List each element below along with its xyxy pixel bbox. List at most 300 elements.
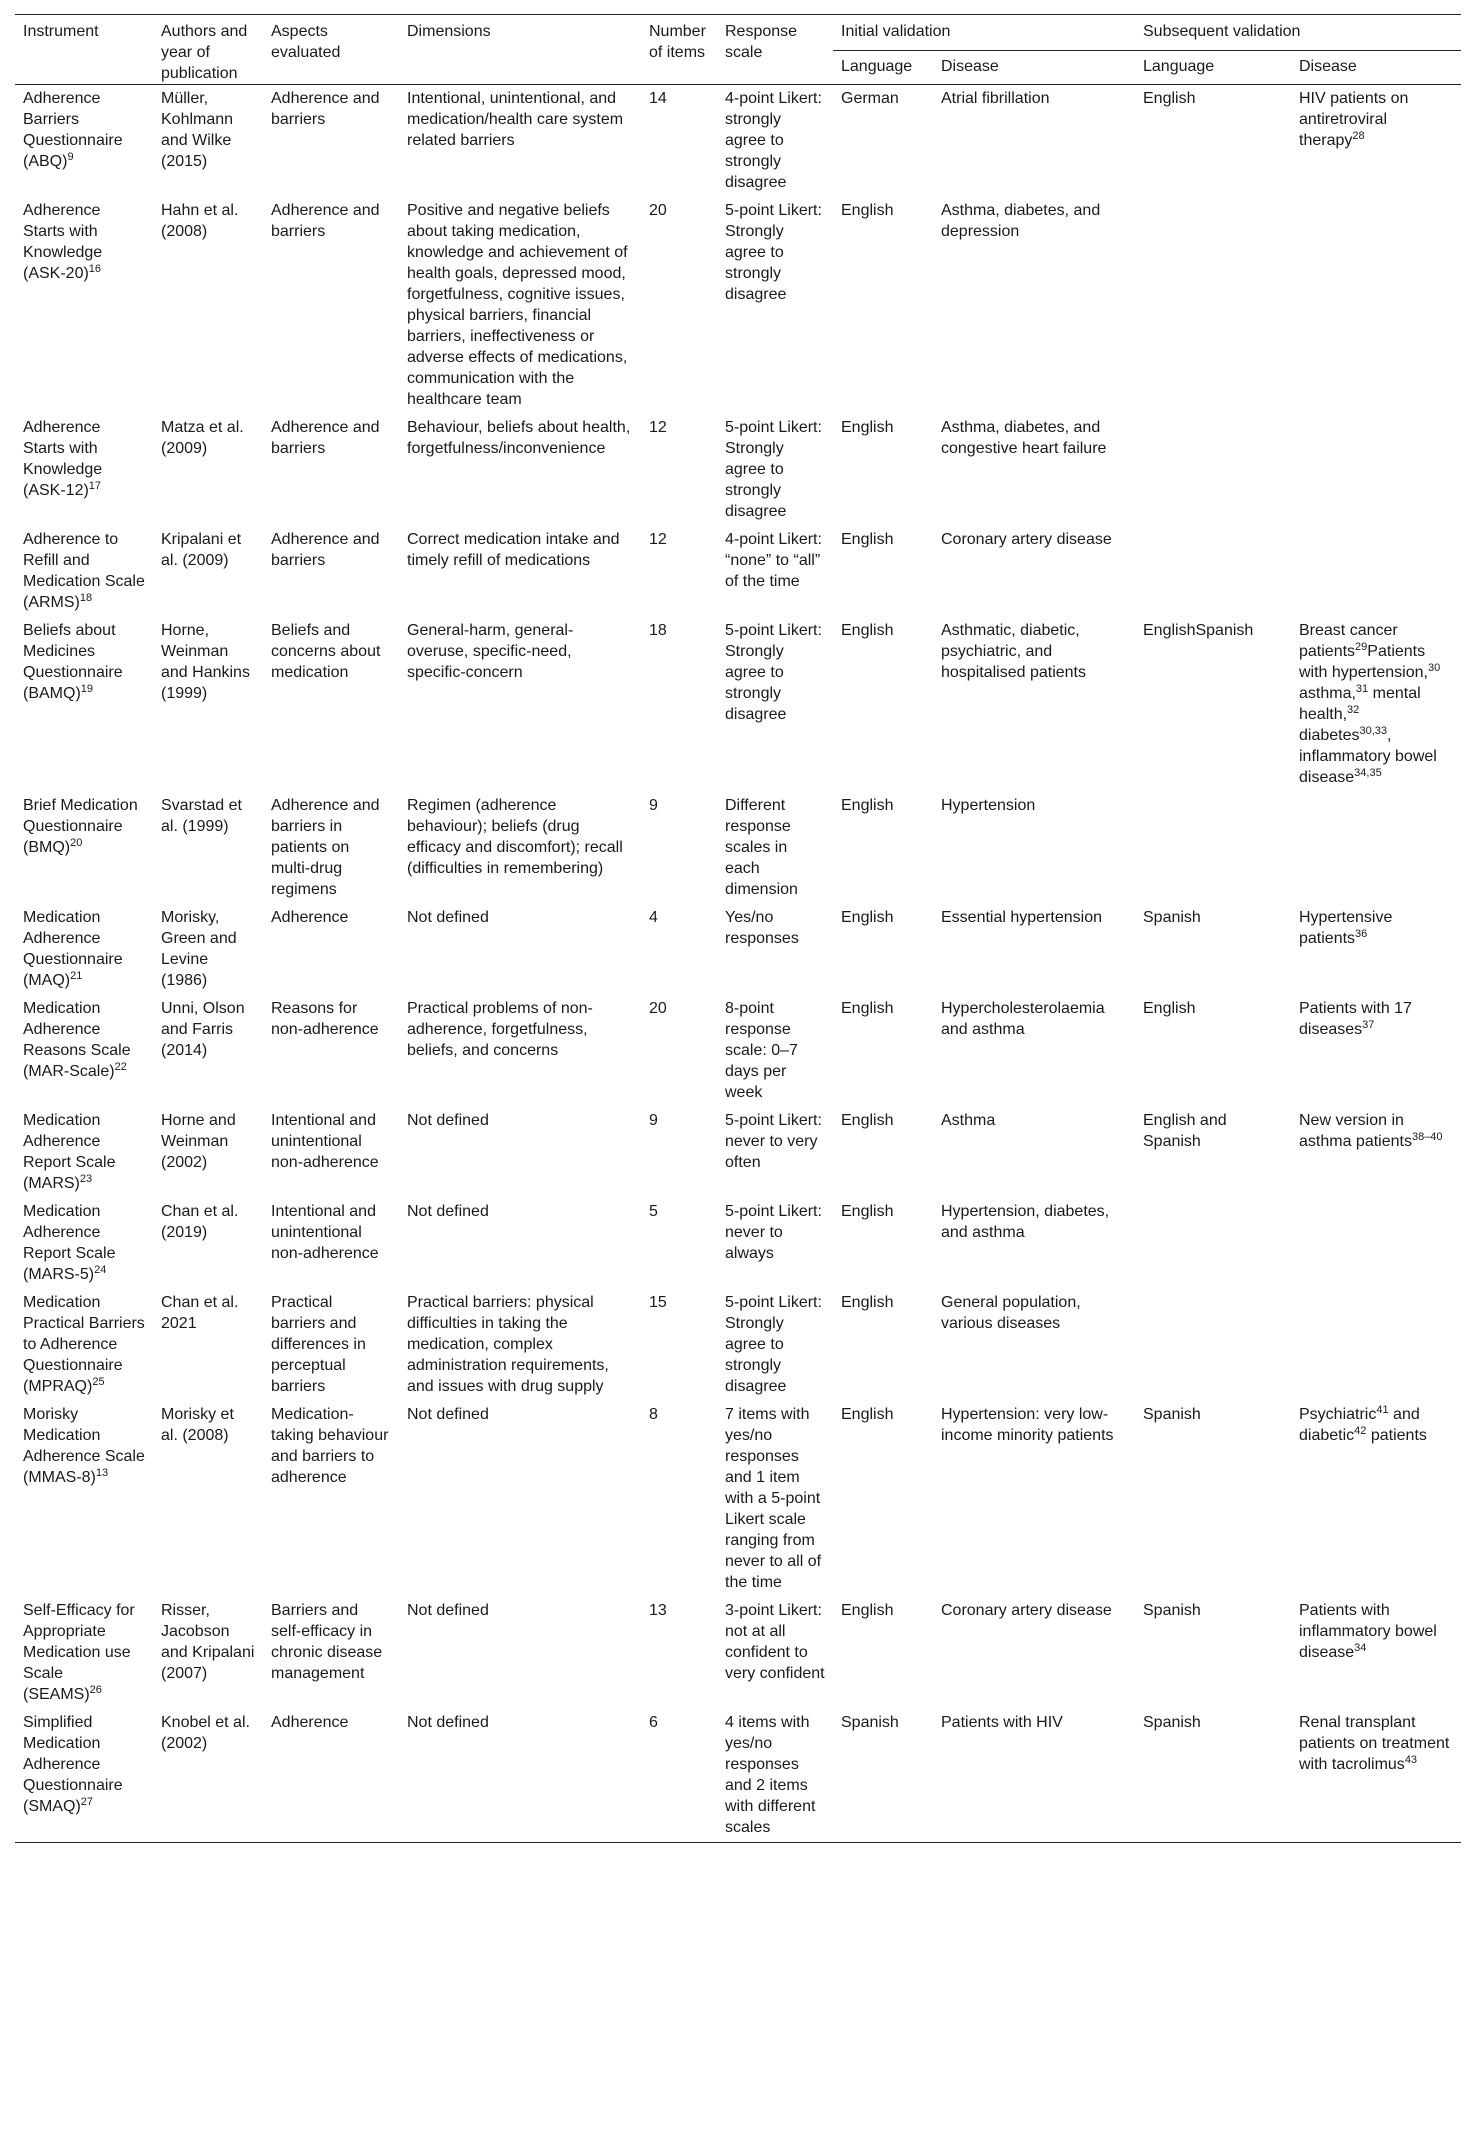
reference-superscript: 38–40	[1411, 1131, 1443, 1143]
cell-aspects-text: Intentional and unintentional non-adherence	[271, 1112, 379, 1171]
cell-authors	[153, 1289, 263, 1401]
cell-subsequent-language-text: Spanish	[1143, 1406, 1201, 1423]
cell-subsequent-language	[1135, 85, 1291, 198]
cell-subsequent-disease	[1291, 1289, 1461, 1401]
cell-items	[641, 1289, 717, 1401]
cell-instrument-text: Beliefs about Medicines Questionnaire (BAMQ)	[23, 622, 123, 702]
cell-subsequent-language	[1135, 414, 1291, 526]
cell-instrument	[15, 617, 153, 792]
reference-superscript: 26	[89, 1684, 102, 1696]
cell-aspects	[263, 792, 399, 904]
cell-instrument-text: Medication Adherence Questionnaire (MAQ)	[23, 909, 123, 989]
cell-initial-language-text: English	[841, 1602, 894, 1619]
cell-items	[641, 1597, 717, 1709]
cell-items-text: 13	[649, 1602, 667, 1619]
disease-text: Psychiatric	[1299, 1406, 1377, 1423]
cell-dimensions-text: Not defined	[407, 909, 489, 926]
cell-response-text: 4-point Likert: “none” to “all” of the time	[725, 531, 822, 590]
cell-authors-text: Morisky, Green and Levine (1986)	[161, 909, 237, 989]
cell-items	[641, 792, 717, 904]
cell-items-text: 20	[649, 202, 667, 219]
cell-items-text: 8	[649, 1406, 658, 1423]
cell-initial-language	[833, 85, 933, 198]
cell-aspects-text: Adherence and barriers	[271, 90, 380, 128]
cell-authors-text: Matza et al. (2009)	[161, 419, 244, 457]
cell-response-text: 4-point Likert: strongly agree to strongly disagree	[725, 90, 822, 191]
table-row	[15, 904, 1461, 995]
header-row-1	[15, 15, 1461, 51]
cell-authors-text: Müller, Kohlmann and Wilke (2015)	[161, 90, 234, 170]
cell-initial-language-text: English	[841, 1112, 894, 1129]
cell-instrument	[15, 995, 153, 1107]
cell-initial-language	[833, 414, 933, 526]
cell-authors-text: Svarstad et al. (1999)	[161, 797, 242, 835]
cell-items-text: 18	[649, 622, 667, 639]
cell-items-text: 5	[649, 1203, 658, 1220]
table-row	[15, 1709, 1461, 1843]
cell-instrument-text: Medication Adherence Reasons Scale (MAR-Scale)	[23, 1000, 131, 1080]
cell-aspects-text: Adherence	[271, 909, 349, 926]
cell-initial-disease	[933, 1597, 1135, 1709]
cell-instrument-text: Adherence Barriers Questionnaire (ABQ)	[23, 90, 123, 170]
cell-dimensions	[399, 792, 641, 904]
disease-text: and diabetic	[1299, 1406, 1420, 1444]
cell-initial-disease	[933, 526, 1135, 617]
cell-initial-language	[833, 526, 933, 617]
reference-superscript: 34,35	[1354, 767, 1382, 779]
cell-initial-language	[833, 1107, 933, 1198]
cell-initial-disease-text: Coronary artery disease	[941, 1602, 1112, 1619]
cell-authors	[153, 414, 263, 526]
cell-items	[641, 617, 717, 792]
cell-aspects	[263, 904, 399, 995]
table-row	[15, 197, 1461, 414]
disease-text: Patients with hypertension,	[1299, 643, 1428, 681]
disease-text: Hypertensive patients	[1299, 909, 1393, 947]
cell-subsequent-language	[1135, 617, 1291, 792]
cell-aspects	[263, 1597, 399, 1709]
reference-superscript: 37	[1362, 1019, 1375, 1031]
cell-aspects-text: Adherence and barriers in patients on multi-drug regimens	[271, 797, 380, 898]
col-header-initial-language: Language	[841, 57, 913, 75]
cell-authors	[153, 904, 263, 995]
cell-items-text: 9	[649, 1112, 658, 1129]
cell-initial-disease	[933, 792, 1135, 904]
cell-initial-disease-text: General population, various diseases	[941, 1294, 1081, 1332]
cell-initial-language	[833, 1709, 933, 1843]
cell-authors-text: Horne and Weinman (2002)	[161, 1112, 236, 1171]
cell-dimensions-text: Regimen (adherence behaviour); beliefs (drug efficacy and discomfort); recall (difficulties in remembering)	[407, 797, 623, 877]
cell-response	[717, 85, 833, 198]
cell-initial-disease	[933, 995, 1135, 1107]
cell-initial-language	[833, 1198, 933, 1289]
cell-instrument-text: Adherence Starts with Knowledge (ASK-20)	[23, 202, 103, 282]
cell-response	[717, 1107, 833, 1198]
cell-dimensions	[399, 1401, 641, 1597]
cell-subsequent-language-text: Spanish	[1143, 1602, 1201, 1619]
cell-initial-language-text: English	[841, 909, 894, 926]
cell-initial-language-text: English	[841, 202, 894, 219]
cell-subsequent-language	[1135, 995, 1291, 1107]
cell-aspects-text: Beliefs and concerns about medication	[271, 622, 381, 681]
cell-subsequent-disease	[1291, 617, 1461, 792]
cell-response-text: 5-point Likert: Strongly agree to strongly disagree	[725, 622, 822, 723]
cell-instrument	[15, 1198, 153, 1289]
cell-initial-language-text: English	[841, 1000, 894, 1017]
cell-authors-text: Risser, Jacobson and Kripalani (2007)	[161, 1602, 255, 1682]
cell-instrument-text: Morisky Medication Adherence Scale (MMAS-8)	[23, 1406, 145, 1486]
cell-dimensions-text: Positive and negative beliefs about taking medication, knowledge and achievement of health goals, depressed mood, forgetfulness, cognitive issues, physical barriers, financial barriers, ineffectiveness or adverse effects of medications, communication with the healthcare team	[407, 202, 628, 408]
table-container	[15, 14, 1461, 1843]
cell-subsequent-language-text: English	[1143, 1000, 1196, 1017]
col-header-instrument: Instrument	[23, 23, 99, 40]
cell-items	[641, 197, 717, 414]
reference-superscript: 19	[80, 683, 94, 695]
cell-initial-disease	[933, 414, 1135, 526]
reference-superscript: 28	[1352, 130, 1365, 142]
reference-superscript: 31	[1355, 683, 1369, 695]
cell-aspects-text: Adherence and barriers	[271, 531, 380, 569]
reference-superscript: 36	[1355, 928, 1368, 940]
cell-subsequent-language	[1135, 1198, 1291, 1289]
cell-aspects-text: Medication-taking behaviour and barriers to adherence	[271, 1406, 389, 1486]
disease-text: Patients with 17 diseases	[1299, 1000, 1412, 1038]
reference-superscript: 30	[1427, 662, 1441, 674]
cell-items	[641, 1198, 717, 1289]
cell-response-text: 3-point Likert: not at all confident to very confident	[725, 1602, 825, 1682]
cell-authors	[153, 792, 263, 904]
reference-superscript: 32	[1347, 704, 1360, 716]
cell-dimensions-text: Behaviour, beliefs about health, forgetfulness/inconvenience	[407, 419, 631, 457]
cell-items-text: 4	[649, 909, 658, 926]
table-row	[15, 526, 1461, 617]
cell-aspects-text: Practical barriers and differences in perceptual barriers	[271, 1294, 366, 1395]
cell-authors	[153, 1107, 263, 1198]
disease-text: , inflammatory bowel disease	[1299, 727, 1437, 786]
cell-response-text: 8-point response scale: 0–7 days per week	[725, 1000, 798, 1101]
cell-authors-text: Hahn et al. (2008)	[161, 202, 239, 240]
cell-initial-disease-text: Hypertension	[941, 797, 1036, 814]
reference-superscript: 9	[67, 151, 74, 163]
cell-instrument	[15, 1709, 153, 1843]
cell-instrument	[15, 1401, 153, 1597]
reference-superscript: 17	[88, 480, 102, 492]
cell-initial-language	[833, 995, 933, 1107]
cell-aspects	[263, 1198, 399, 1289]
cell-items	[641, 1709, 717, 1843]
cell-initial-language-text: English	[841, 1406, 894, 1423]
cell-instrument	[15, 197, 153, 414]
cell-response	[717, 617, 833, 792]
disease-text: New version in asthma patients	[1299, 1112, 1412, 1150]
cell-dimensions	[399, 995, 641, 1107]
cell-initial-language	[833, 197, 933, 414]
col-header-initial-disease: Disease	[941, 57, 999, 75]
cell-instrument-text: Medication Practical Barriers to Adherence Questionnaire (MPRAQ)	[23, 1294, 145, 1395]
cell-dimensions-text: Not defined	[407, 1406, 489, 1423]
cell-authors-text: Chan et al. 2021	[161, 1294, 239, 1332]
cell-dimensions	[399, 526, 641, 617]
cell-subsequent-disease	[1291, 1401, 1461, 1597]
cell-dimensions	[399, 1289, 641, 1401]
reference-superscript: 18	[79, 592, 93, 604]
reference-superscript: 34	[1354, 1642, 1367, 1654]
cell-response	[717, 526, 833, 617]
cell-aspects-text: Adherence and barriers	[271, 419, 380, 457]
cell-initial-disease	[933, 1709, 1135, 1843]
disease-text: Patients with inflammatory bowel disease	[1299, 1602, 1437, 1661]
cell-initial-disease	[933, 197, 1135, 414]
cell-initial-language-text: English	[841, 1203, 894, 1220]
disease-text: Renal transplant patients on treatment with tacrolimus	[1299, 1714, 1450, 1773]
disease-text: mental health,	[1299, 685, 1421, 723]
cell-response	[717, 197, 833, 414]
cell-response	[717, 414, 833, 526]
cell-items	[641, 995, 717, 1107]
cell-instrument	[15, 85, 153, 198]
reference-superscript: 41	[1376, 1404, 1389, 1416]
cell-authors-text: Unni, Olson and Farris (2014)	[161, 1000, 245, 1059]
cell-items	[641, 1107, 717, 1198]
cell-initial-disease	[933, 1401, 1135, 1597]
cell-response-text: 4 items with yes/no responses and 2 items with different scales	[725, 1714, 816, 1836]
cell-dimensions	[399, 617, 641, 792]
cell-response	[717, 1597, 833, 1709]
cell-aspects	[263, 414, 399, 526]
cell-authors-text: Horne, Weinman and Hankins (1999)	[161, 622, 250, 702]
col-header-response: Response scale	[725, 23, 798, 61]
cell-items-text: 14	[649, 90, 667, 107]
cell-instrument-text: Medication Adherence Report Scale (MARS-5)	[23, 1203, 116, 1283]
cell-subsequent-disease	[1291, 904, 1461, 995]
table-row	[15, 1401, 1461, 1597]
col-header-dimensions: Dimensions	[407, 23, 491, 40]
cell-dimensions	[399, 1597, 641, 1709]
cell-items	[641, 414, 717, 526]
cell-response-text: 7 items with yes/no responses and 1 item with a 5-point Likert scale ranging from never to all of the time	[725, 1406, 822, 1591]
cell-instrument	[15, 1107, 153, 1198]
disease-text: asthma,	[1299, 685, 1356, 702]
cell-aspects	[263, 526, 399, 617]
cell-subsequent-disease	[1291, 1198, 1461, 1289]
cell-subsequent-disease	[1291, 197, 1461, 414]
cell-response-text: 5-point Likert: Strongly agree to strongly disagree	[725, 1294, 822, 1395]
cell-initial-disease-text: Asthma, diabetes, and depression	[941, 202, 1101, 240]
reference-superscript: 24	[94, 1264, 107, 1276]
cell-items	[641, 526, 717, 617]
cell-initial-language-text: English	[841, 531, 894, 548]
cell-authors	[153, 1198, 263, 1289]
cell-authors	[153, 995, 263, 1107]
cell-response-text: 5-point Likert: Strongly agree to strongly disagree	[725, 419, 822, 520]
cell-initial-disease-text: Patients with HIV	[941, 1714, 1063, 1731]
cell-initial-disease	[933, 1198, 1135, 1289]
col-header-items: Number of items	[649, 23, 706, 61]
cell-initial-disease-text: Hypertension: very low-income minority patients	[941, 1406, 1114, 1444]
table-row	[15, 414, 1461, 526]
cell-instrument-text: Simplified Medication Adherence Questionnaire (SMAQ)	[23, 1714, 123, 1815]
cell-dimensions	[399, 904, 641, 995]
cell-response	[717, 995, 833, 1107]
cell-response	[717, 1198, 833, 1289]
cell-items-text: 15	[649, 1294, 667, 1311]
cell-instrument	[15, 904, 153, 995]
cell-items	[641, 904, 717, 995]
cell-aspects-text: Barriers and self-efficacy in chronic disease management	[271, 1602, 383, 1682]
cell-aspects	[263, 85, 399, 198]
cell-aspects	[263, 1107, 399, 1198]
cell-dimensions-text: Practical barriers: physical difficulties in taking the medication, complex administration requirements, and issues with drug supply	[407, 1294, 609, 1395]
cell-initial-language	[833, 792, 933, 904]
cell-response-text: Different response scales in each dimension	[725, 797, 798, 898]
cell-authors-text: Kripalani et al. (2009)	[161, 531, 242, 569]
cell-response-text: 5-point Likert: never to very often	[725, 1112, 822, 1171]
table-row	[15, 792, 1461, 904]
cell-subsequent-language-text: Spanish	[1143, 1714, 1201, 1731]
disease-text: diabetes	[1299, 727, 1360, 744]
cell-items	[641, 1401, 717, 1597]
cell-dimensions-text: Not defined	[407, 1203, 489, 1220]
cell-subsequent-disease	[1291, 1597, 1461, 1709]
cell-initial-language	[833, 1597, 933, 1709]
cell-initial-disease	[933, 1289, 1135, 1401]
reference-superscript: 43	[1404, 1754, 1418, 1766]
cell-instrument	[15, 1597, 153, 1709]
cell-instrument	[15, 1289, 153, 1401]
cell-initial-language	[833, 1289, 933, 1401]
cell-instrument	[15, 414, 153, 526]
cell-authors-text: Chan et al. (2019)	[161, 1203, 239, 1241]
cell-initial-disease	[933, 904, 1135, 995]
cell-subsequent-disease	[1291, 995, 1461, 1107]
cell-authors	[153, 526, 263, 617]
reference-superscript: 27	[80, 1796, 94, 1808]
cell-initial-language-text: English	[841, 622, 894, 639]
cell-response	[717, 1289, 833, 1401]
cell-initial-language-text: English	[841, 797, 894, 814]
cell-initial-language-text: German	[841, 90, 899, 107]
table-row	[15, 617, 1461, 792]
cell-response	[717, 1709, 833, 1843]
table-row	[15, 1289, 1461, 1401]
cell-initial-disease	[933, 85, 1135, 198]
table-row	[15, 1107, 1461, 1198]
cell-items	[641, 85, 717, 198]
cell-subsequent-language	[1135, 1597, 1291, 1709]
cell-aspects	[263, 1709, 399, 1843]
reference-superscript: 21	[70, 970, 83, 982]
table-row	[15, 1198, 1461, 1289]
cell-subsequent-disease	[1291, 526, 1461, 617]
cell-aspects	[263, 1289, 399, 1401]
reference-superscript: 30,33	[1359, 725, 1388, 737]
cell-initial-disease-text: Asthmatic, diabetic, psychiatric, and hospitalised patients	[941, 622, 1086, 681]
cell-subsequent-language	[1135, 792, 1291, 904]
cell-dimensions	[399, 1107, 641, 1198]
cell-initial-disease-text: Hypercholesterolaemia and asthma	[941, 1000, 1105, 1038]
cell-dimensions-text: Intentional, unintentional, and medication/health care system related barriers	[407, 90, 624, 149]
cell-dimensions	[399, 197, 641, 414]
cell-items-text: 12	[649, 419, 667, 436]
cell-instrument-text: Brief Medication Questionnaire (BMQ)	[23, 797, 138, 856]
cell-instrument-text: Adherence Starts with Knowledge (ASK-12)	[23, 419, 103, 499]
cell-subsequent-language-text: Spanish	[1143, 909, 1201, 926]
cell-items-text: 9	[649, 797, 658, 814]
cell-initial-disease-text: Hypertension, diabetes, and asthma	[941, 1203, 1110, 1241]
cell-aspects	[263, 1401, 399, 1597]
cell-authors	[153, 1709, 263, 1843]
col-header-authors: Authors and year of publication	[161, 23, 248, 82]
cell-authors	[153, 1597, 263, 1709]
table-row	[15, 85, 1461, 198]
cell-instrument-text: Medication Adherence Report Scale (MARS)	[23, 1112, 116, 1192]
reference-superscript: 22	[114, 1061, 127, 1073]
cell-subsequent-language	[1135, 1709, 1291, 1843]
cell-subsequent-language	[1135, 1401, 1291, 1597]
cell-initial-language	[833, 617, 933, 792]
cell-authors	[153, 617, 263, 792]
reference-superscript: 29	[1355, 641, 1368, 653]
cell-subsequent-disease	[1291, 1709, 1461, 1843]
cell-dimensions-text: Not defined	[407, 1602, 489, 1619]
disease-text: patients	[1366, 1427, 1427, 1444]
reference-superscript: 42	[1354, 1425, 1367, 1437]
cell-subsequent-language	[1135, 526, 1291, 617]
cell-items-text: 20	[649, 1000, 667, 1017]
table-row	[15, 995, 1461, 1107]
cell-instrument	[15, 792, 153, 904]
reference-superscript: 13	[95, 1467, 109, 1479]
cell-subsequent-disease	[1291, 85, 1461, 198]
cell-response	[717, 792, 833, 904]
reference-superscript: 20	[70, 837, 83, 849]
cell-authors	[153, 85, 263, 198]
table-row	[15, 1597, 1461, 1709]
cell-dimensions-text: Not defined	[407, 1112, 489, 1129]
cell-subsequent-language-text: EnglishSpanish	[1143, 622, 1254, 639]
cell-authors-text: Knobel et al. (2002)	[161, 1714, 250, 1752]
cell-initial-language	[833, 904, 933, 995]
cell-subsequent-language	[1135, 1107, 1291, 1198]
cell-initial-language-text: English	[841, 419, 894, 436]
cell-items-text: 6	[649, 1714, 658, 1731]
cell-initial-disease-text: Atrial fibrillation	[941, 90, 1050, 107]
cell-initial-language	[833, 1401, 933, 1597]
table-body	[15, 85, 1461, 1843]
cell-instrument	[15, 526, 153, 617]
cell-initial-disease-text: Asthma, diabetes, and congestive heart failure	[941, 419, 1107, 457]
cell-response-text: 5-point Likert: Strongly agree to strongly disagree	[725, 202, 822, 303]
cell-authors-text: Morisky et al. (2008)	[161, 1406, 234, 1444]
cell-initial-disease-text: Essential hypertension	[941, 909, 1102, 926]
cell-aspects-text: Adherence	[271, 1714, 349, 1731]
disease-text: Breast cancer patients	[1299, 622, 1398, 660]
cell-dimensions-text: Correct medication intake and timely refill of medications	[407, 531, 620, 569]
cell-response	[717, 904, 833, 995]
cell-aspects-text: Reasons for non-adherence	[271, 1000, 379, 1038]
cell-subsequent-language-text: English	[1143, 90, 1196, 107]
cell-dimensions	[399, 85, 641, 198]
cell-aspects-text: Adherence and barriers	[271, 202, 380, 240]
col-header-aspects: Aspects evaluated	[271, 23, 341, 61]
cell-aspects	[263, 995, 399, 1107]
cell-items-text: 12	[649, 531, 667, 548]
cell-subsequent-language	[1135, 1289, 1291, 1401]
cell-subsequent-language	[1135, 197, 1291, 414]
cell-initial-disease	[933, 617, 1135, 792]
col-header-subsequent-validation: Subsequent validation	[1135, 15, 1461, 51]
cell-dimensions-text: Practical problems of non-adherence, forgetfulness, beliefs, and concerns	[407, 1000, 593, 1059]
